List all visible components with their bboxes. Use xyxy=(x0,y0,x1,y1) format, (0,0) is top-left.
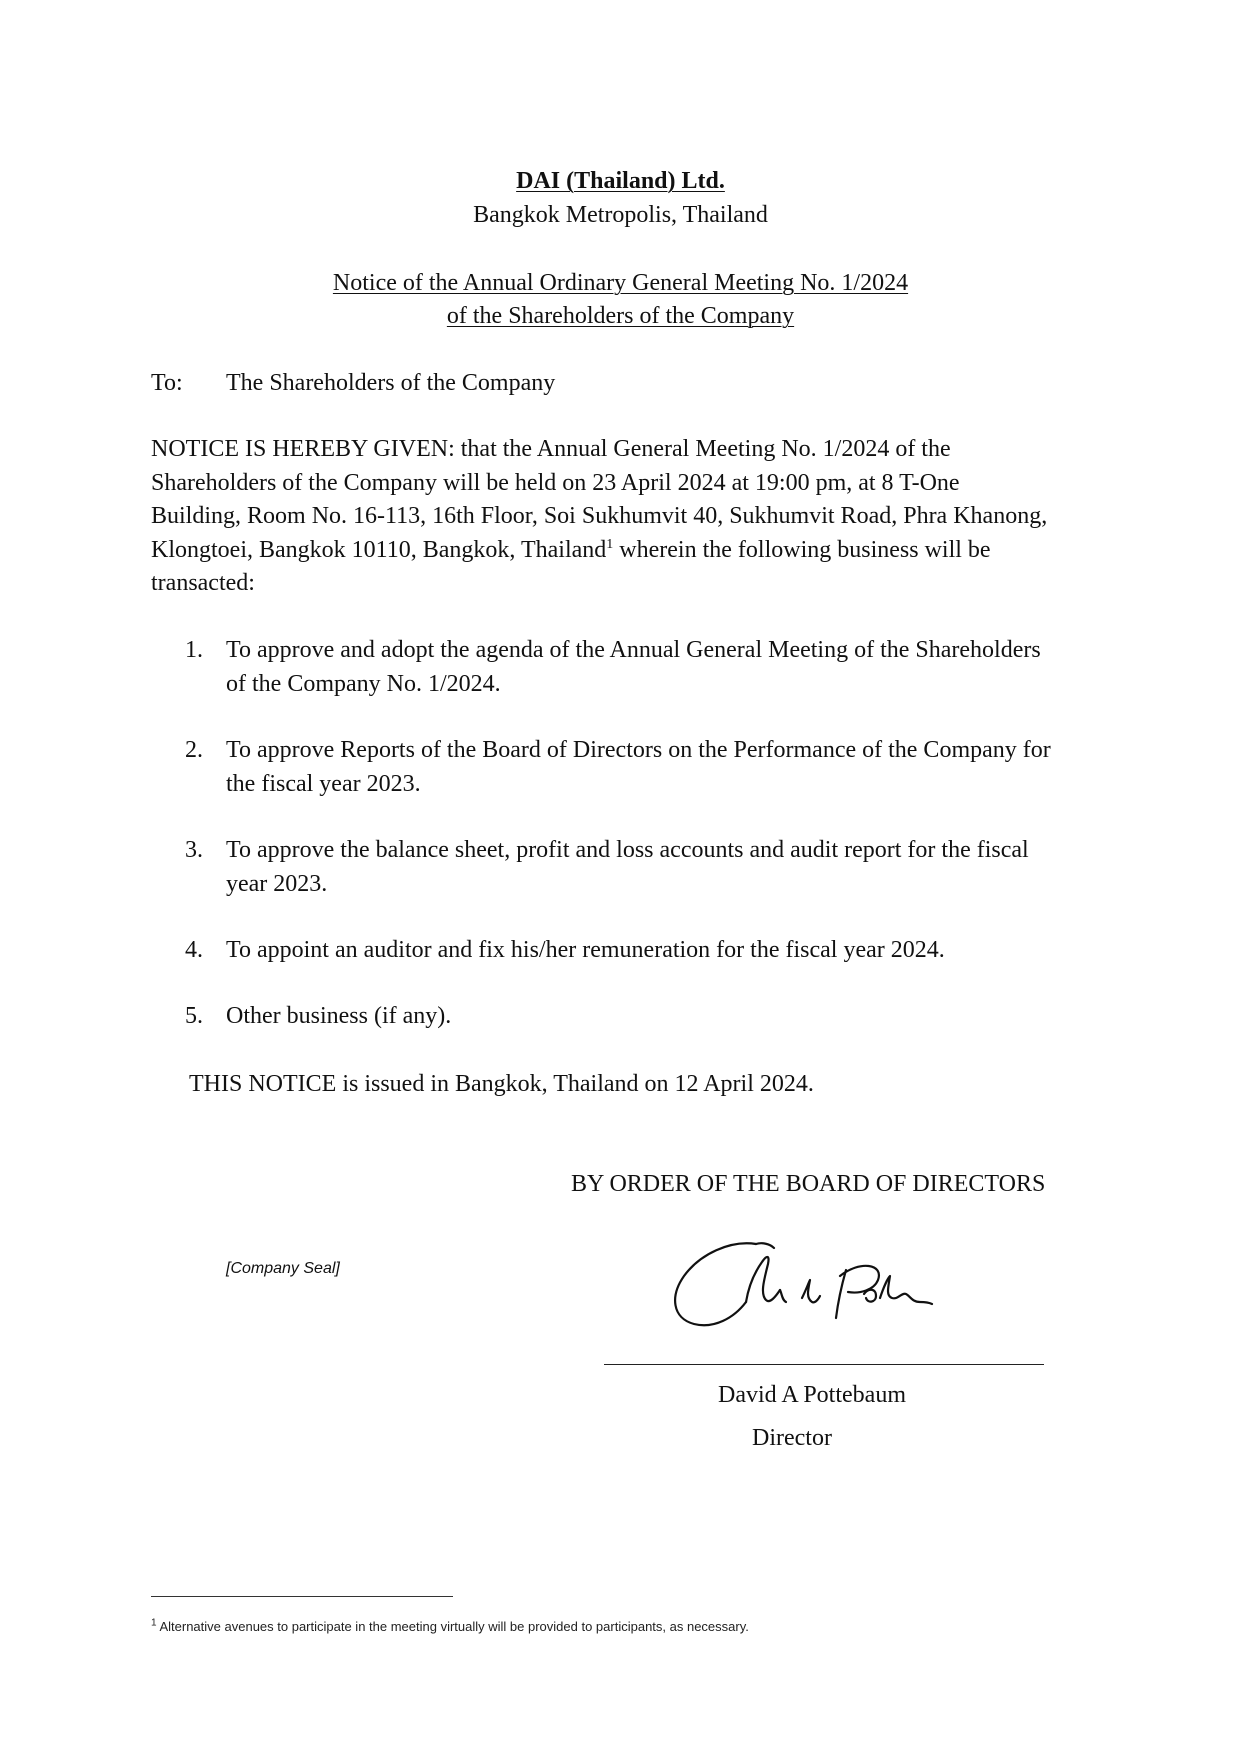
agenda-item-number: 2. xyxy=(185,737,203,763)
agenda-item-text: To approve and adopt the agenda of the Annual General Meeting of the Shareholders of the Company No. 1/2024. xyxy=(226,637,1041,697)
agenda-item-text: Other business (if any). xyxy=(226,1003,452,1029)
footnote-reference: 1 xyxy=(606,536,614,552)
footnote-separator xyxy=(151,1596,453,1597)
handwritten-signature xyxy=(670,1232,940,1342)
company-name: DAI (Thailand) Ltd. xyxy=(516,168,725,194)
agenda-item-4 xyxy=(185,934,1096,968)
by-order-line: BY ORDER OF THE BOARD OF DIRECTORS xyxy=(571,1171,1046,1197)
notice-title-line2: of the Shareholders of the Company xyxy=(446,303,795,329)
agenda-item-number: 3. xyxy=(185,837,203,863)
addressee-value: The Shareholders of the Company xyxy=(226,370,556,396)
agenda-item-text: To approve the balance sheet, profit and loss accounts and audit report for the fiscal year 2023. xyxy=(226,837,1029,897)
agenda-item-text: To approve Reports of the Board of Directors on the Performance of the Company for the fiscal year 2023. xyxy=(226,737,1051,797)
footnote-text: Alternative avenues to participate in the meeting virtually will be provided to participants, as necessary. xyxy=(159,1619,749,1634)
company-seal-placeholder: [Company Seal] xyxy=(226,1260,340,1277)
agenda-item-5 xyxy=(185,1000,1096,1034)
agenda-item-1 xyxy=(185,634,1096,702)
signatory-title: Director xyxy=(752,1425,832,1451)
intro-line: Klongtoei, Bangkok 10110, Bangkok, Thailand$^1$ wherein the following business will be xyxy=(151,536,991,563)
intro-line: Building, Room No. 16-113, 16th Floor, Soi Sukhumvit 40, Sukhumvit Road, Phra Khanong, xyxy=(151,503,1048,529)
agenda-item-number: 4. xyxy=(185,937,203,963)
agenda-item-number: 5. xyxy=(185,1003,203,1029)
issued-statement: THIS NOTICE is issued in Bangkok, Thailand on 12 April 2024. xyxy=(189,1071,814,1097)
intro-line: transacted: xyxy=(151,570,255,596)
addressee-label: To: xyxy=(151,370,183,396)
agenda-item-2 xyxy=(185,734,1096,802)
intro-line: Shareholders of the Company will be held on 23 April 2024 at 19:00 pm, at 8 T-One xyxy=(151,469,960,496)
agenda-item-3 xyxy=(185,834,1096,902)
agenda-item-text: To appoint an auditor and fix his/her remuneration for the fiscal year 2024. xyxy=(226,937,945,963)
signatory-name: David A Pottebaum xyxy=(718,1382,906,1408)
signature-line xyxy=(604,1364,1044,1365)
footnote xyxy=(151,1618,1051,1636)
intro-line: NOTICE IS HEREBY GIVEN: that the Annual General Meeting No. 1/2024 of the xyxy=(151,436,951,462)
notice-title-line1: Notice of the Annual Ordinary General Meeting No. 1/2024 xyxy=(332,270,909,296)
agenda-item-number: 1. xyxy=(185,637,203,663)
intro-paragraph xyxy=(151,433,1096,601)
footnote-marker: 1 xyxy=(151,1617,157,1629)
company-location: Bangkok Metropolis, Thailand xyxy=(473,202,768,228)
